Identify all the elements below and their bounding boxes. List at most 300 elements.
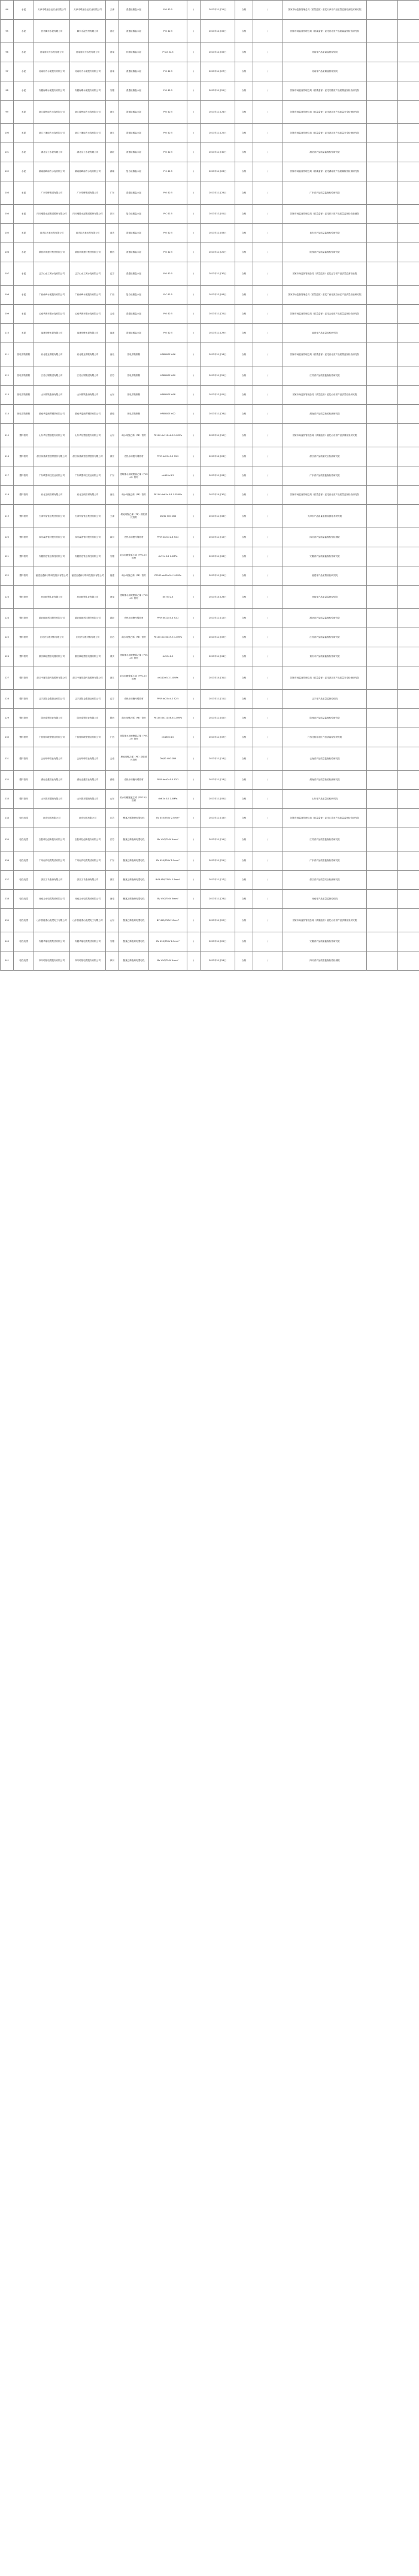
cell-date: 2023年11月22日	[201, 305, 235, 324]
cell-index: 118	[1, 486, 14, 505]
cell-note	[367, 586, 398, 609]
cell-manufacturer: 河南省同力水泥有限公司	[70, 43, 106, 62]
table-row	[1, 305, 419, 324]
cell-province: 安徽	[106, 932, 119, 951]
cell-failed-items: /	[253, 566, 283, 586]
cell-category: 水泥	[14, 162, 34, 181]
cell-inspection-agency: 河南省产品质量监督检验院	[283, 586, 367, 609]
table-row	[1, 790, 419, 809]
cell-sampled-unit: 广东塔牌集团有限公司	[34, 181, 70, 205]
cell-index: 128	[1, 690, 14, 709]
cell-note	[367, 951, 398, 971]
cell-brand: /	[187, 101, 201, 124]
cell-manufacturer: 山东华信塑胶股份有限公司	[70, 424, 106, 447]
table-row	[1, 101, 419, 124]
cell-category: 水泥	[14, 43, 34, 62]
cell-province: 浙江	[106, 447, 119, 466]
cell-category: 塑料管材	[14, 586, 34, 609]
cell-index: 96	[1, 43, 14, 62]
cell-manufacturer: 浙江湖州南方水泥有限公司	[70, 101, 106, 124]
cell-result: 合格	[235, 851, 253, 871]
cell-product-name: 聚氯乙烯绝缘电缆电线	[119, 909, 149, 932]
cell-sampled-unit: 宝胜科技创新股份有限公司	[34, 828, 70, 851]
cell-category: 水泥	[14, 124, 34, 143]
cell-inspection-agency: 国家市场监督管理总局（质量监督）委托四川省产品质量监督检验检测院	[283, 205, 367, 224]
table-row	[1, 666, 419, 690]
cell-inspection-agency: 河南省产品质量监督检验院	[283, 62, 367, 81]
cell-product-name: 给水用硬聚氯乙烯（PVC-U）管材	[119, 547, 149, 566]
cell-remark	[398, 243, 419, 262]
cell-province: 广东	[106, 181, 119, 205]
cell-manufacturer: 宝胜科技创新股份有限公司	[70, 828, 106, 851]
cell-index: 133	[1, 790, 14, 809]
cell-spec: P·O 42.5	[149, 324, 187, 343]
cell-sampled-unit: 河南省同力水泥有限公司	[34, 43, 70, 62]
cell-result: 合格	[235, 809, 253, 828]
table-row	[1, 747, 419, 771]
cell-product-name: 普通硅酸盐水泥	[119, 101, 149, 124]
cell-inspection-agency: 浙江省产品质量安全检测研究院	[283, 871, 367, 890]
cell-failed-items: /	[253, 486, 283, 505]
table-row	[1, 851, 419, 871]
cell-index: 123	[1, 586, 14, 609]
cell-remark	[398, 81, 419, 101]
cell-category: 水泥	[14, 324, 34, 343]
cell-province: 河北	[106, 343, 119, 366]
cell-province: 浙江	[106, 124, 119, 143]
cell-note	[367, 286, 398, 305]
cell-date: 2023年11月11日	[201, 690, 235, 709]
table-row	[1, 871, 419, 890]
cell-sampled-unit: 河北宝硕管材有限公司	[34, 486, 70, 505]
cell-inspection-agency: 山东省产品质量检验研究院	[283, 790, 367, 809]
cell-inspection-agency: 陕西省产品质量监督检验研究院	[283, 243, 367, 262]
cell-remark	[398, 224, 419, 243]
cell-index: 113	[1, 386, 14, 405]
cell-brand: /	[187, 747, 201, 771]
cell-spec: P·O 42.5	[149, 181, 187, 205]
cell-result: 合格	[235, 790, 253, 809]
cell-index: 97	[1, 62, 14, 81]
cell-inspection-agency: 国家市场监督管理总局（质量监督）委托山东省产品质量检验研究院	[283, 386, 367, 405]
cell-spec: PP-R dn25×3.5 S3.2	[149, 447, 187, 466]
cell-sampled-unit: 陕西泰塑管业有限公司	[34, 709, 70, 728]
cell-sampled-unit: 江苏法尔胜材料有限公司	[34, 628, 70, 647]
cell-category: 水泥	[14, 62, 34, 81]
cell-manufacturer: 福建塔牌水泥有限公司	[70, 324, 106, 343]
table-row	[1, 547, 419, 566]
cell-product-name: 普通硅酸盐水泥	[119, 62, 149, 81]
cell-date: 2023年11月07日	[201, 728, 235, 747]
cell-sampled-unit: 河南同力水泥股份有限公司	[34, 62, 70, 81]
cell-manufacturer: 安徽国登管业科技有限公司	[70, 547, 106, 566]
cell-note	[367, 62, 398, 81]
cell-brand: /	[187, 709, 201, 728]
cell-result: 合格	[235, 81, 253, 101]
cell-category: 塑料管材	[14, 790, 34, 809]
cell-result: 合格	[235, 951, 253, 971]
cell-product-name: 普通硅酸盐水泥	[119, 124, 149, 143]
cell-remark	[398, 305, 419, 324]
cell-date: 2023年11月22日	[201, 124, 235, 143]
cell-date: 2023年11月21日	[201, 1, 235, 20]
cell-index: 137	[1, 871, 14, 890]
cell-sampled-unit: 广州南洋电缆集团有限公司	[34, 851, 70, 871]
cell-brand: /	[187, 386, 201, 405]
cell-spec: dn50×2.0	[149, 647, 187, 666]
cell-result: 合格	[235, 609, 253, 628]
cell-category: 热轧带肋钢筋	[14, 343, 34, 366]
cell-category: 电线电缆	[14, 828, 34, 851]
cell-inspection-agency: 安徽省产品质量监督检验研究院	[283, 547, 367, 566]
cell-sampled-unit: 四川峨胜水泥集团股份有限公司	[34, 205, 70, 224]
cell-failed-items: /	[253, 951, 283, 971]
cell-spec: P·C 42.5	[149, 162, 187, 181]
cell-manufacturer: 辽宁沈阳金鑫管业有限公司	[70, 690, 106, 709]
cell-sampled-unit: 安徽华能电缆集团有限公司	[34, 932, 70, 951]
cell-manufacturer: 山东鲁能泰山电缆电工有限公司	[70, 909, 106, 932]
cell-date: 2023年10月26日	[201, 447, 235, 466]
cell-failed-items: /	[253, 162, 283, 181]
cell-note	[367, 547, 398, 566]
cell-note	[367, 405, 398, 424]
cell-index: 95	[1, 20, 14, 43]
cell-date: 2023年11月16日	[201, 809, 235, 828]
cell-failed-items: /	[253, 909, 283, 932]
cell-failed-items: /	[253, 101, 283, 124]
cell-category: 电线电缆	[14, 871, 34, 890]
cell-result: 合格	[235, 771, 253, 790]
cell-date: 2023年11月09日	[201, 628, 235, 647]
cell-spec: PE100 dn90×5.4 1.0MPa	[149, 566, 187, 586]
cell-manufacturer: 广州南洋电缆集团有限公司	[70, 851, 106, 871]
cell-result: 合格	[235, 243, 253, 262]
cell-manufacturer: 江苏沙钢集团有限公司	[70, 366, 106, 386]
cell-result: 合格	[235, 305, 253, 324]
cell-date: 2023年11月23日	[201, 890, 235, 909]
cell-product-name: 给水用聚乙烯（PE）管材	[119, 628, 149, 647]
cell-index: 141	[1, 951, 14, 971]
cell-province: 河南	[106, 890, 119, 909]
cell-spec: HRB400E Φ22	[149, 405, 187, 424]
cell-product-name: 普通硅酸盐水泥	[119, 243, 149, 262]
cell-product-name: 普通硅酸盐水泥	[119, 20, 149, 43]
cell-brand: /	[187, 547, 201, 566]
cell-spec: P·C 42.5	[149, 205, 187, 224]
cell-province: 山东	[106, 909, 119, 932]
cell-result: 合格	[235, 224, 253, 243]
table-row	[1, 466, 419, 486]
inspection-results-table	[0, 0, 419, 971]
cell-index: 103	[1, 181, 14, 205]
cell-result: 合格	[235, 1, 253, 20]
table-row	[1, 647, 419, 666]
cell-province: 湖南	[106, 162, 119, 181]
cell-note	[367, 709, 398, 728]
cell-remark	[398, 809, 419, 828]
cell-index: 129	[1, 709, 14, 728]
cell-result: 合格	[235, 181, 253, 205]
cell-manufacturer: 湖北京兰水泥有限公司	[70, 143, 106, 162]
cell-brand: /	[187, 666, 201, 690]
cell-remark	[398, 771, 419, 790]
cell-brand: /	[187, 205, 201, 224]
cell-spec: P·O 42.5	[149, 262, 187, 286]
cell-brand: /	[187, 628, 201, 647]
cell-remark	[398, 747, 419, 771]
cell-product-name: 普通硅酸盐水泥	[119, 1, 149, 20]
cell-index: 122	[1, 566, 14, 586]
cell-sampled-unit: 辽宁沈阳金鑫管业有限公司	[34, 690, 70, 709]
cell-category: 塑料管材	[14, 728, 34, 747]
cell-sampled-unit: 云南华坤管业有限公司	[34, 747, 70, 771]
cell-inspection-agency: 国家市场监督管理总局（质量监督）委托广西壮族自治区产品质量检验研究院	[283, 286, 367, 305]
cell-note	[367, 1, 398, 20]
cell-index: 114	[1, 405, 14, 424]
cell-note	[367, 143, 398, 162]
cell-inspection-agency: 国家市场监督管理总局（质量监督）委托浙江省产品质量安全检测研究院	[283, 124, 367, 143]
cell-index: 132	[1, 771, 14, 790]
cell-manufacturer: 四川明星电缆股份有限公司	[70, 951, 106, 971]
cell-result: 合格	[235, 143, 253, 162]
cell-note	[367, 262, 398, 286]
table-row	[1, 728, 419, 747]
cell-index: 102	[1, 162, 14, 181]
cell-date: 2023年12月08日	[201, 224, 235, 243]
cell-spec: DN/ID 400 SN8	[149, 747, 187, 771]
cell-brand: /	[187, 20, 201, 43]
cell-province: 重庆	[106, 224, 119, 243]
cell-product-name: 普通硅酸盐水泥	[119, 143, 149, 162]
cell-result: 合格	[235, 647, 253, 666]
cell-spec: PP-R dn32×4.4 S3.2	[149, 609, 187, 628]
cell-failed-items: /	[253, 809, 283, 828]
table-row	[1, 771, 419, 790]
cell-note	[367, 343, 398, 366]
table-row	[1, 528, 419, 547]
cell-brand: /	[187, 505, 201, 528]
cell-sampled-unit: 安徽国登管业科技有限公司	[34, 547, 70, 566]
cell-province: 四川	[106, 205, 119, 224]
cell-spec: P·O 42.5	[149, 243, 187, 262]
cell-province: 河南	[106, 43, 119, 62]
cell-remark	[398, 690, 419, 709]
cell-category: 塑料管材	[14, 609, 34, 628]
cell-date: 2023年11月19日	[201, 828, 235, 851]
cell-brand: /	[187, 909, 201, 932]
cell-failed-items: /	[253, 466, 283, 486]
cell-index: 104	[1, 205, 14, 224]
cell-remark	[398, 424, 419, 447]
cell-note	[367, 505, 398, 528]
cell-category: 电线电缆	[14, 809, 34, 828]
cell-province: 山东	[106, 386, 119, 405]
cell-sampled-unit: 山东华信塑胶股份有限公司	[34, 424, 70, 447]
cell-inspection-agency: 国家市场监督管理总局（质量监督）委托山东省产品质量检验研究院	[283, 909, 367, 932]
cell-sampled-unit: 广东联塑科技实业有限公司	[34, 466, 70, 486]
cell-index: 121	[1, 547, 14, 566]
cell-sampled-unit: 福建塔牌水泥有限公司	[34, 324, 70, 343]
cell-remark	[398, 586, 419, 609]
cell-date: 2023年11月30日	[201, 143, 235, 162]
cell-sampled-unit: 辽宁山水工源水泥有限公司	[34, 262, 70, 286]
cell-category: 水泥	[14, 305, 34, 324]
cell-note	[367, 609, 398, 628]
cell-result: 合格	[235, 690, 253, 709]
cell-inspection-agency: 广东省产品质量监督检验研究院	[283, 466, 367, 486]
cell-brand: /	[187, 43, 201, 62]
cell-remark	[398, 386, 419, 405]
cell-brand: /	[187, 851, 201, 871]
cell-brand: /	[187, 728, 201, 747]
cell-sampled-unit: 广西鱼峰水泥股份有限公司	[34, 286, 70, 305]
cell-sampled-unit: 江苏沙钢集团有限公司	[34, 366, 70, 386]
cell-spec: DN/ID 300 SN8	[149, 505, 187, 528]
cell-date: 2023年11月18日	[201, 343, 235, 366]
table-row	[1, 609, 419, 628]
cell-sampled-unit: 湖北顾地科技股份有限公司	[34, 609, 70, 628]
cell-category: 水泥	[14, 101, 34, 124]
cell-province: 云南	[106, 747, 119, 771]
cell-category: 塑料管材	[14, 628, 34, 647]
cell-product-name: 冷热水用聚丙烯管材	[119, 609, 149, 628]
cell-manufacturer: 重庆拉法基水泥有限公司	[70, 224, 106, 243]
cell-date: 2023年11月27日	[201, 62, 235, 81]
cell-manufacturer: 四川森普管材股份有限公司	[70, 528, 106, 547]
cell-sampled-unit: 山东胜邦塑胶有限公司	[34, 790, 70, 809]
cell-index: 124	[1, 609, 14, 628]
cell-category: 塑料管材	[14, 424, 34, 447]
cell-category: 热轧带肋钢筋	[14, 405, 34, 424]
cell-sampled-unit: 浙江湖州南方水泥有限公司	[34, 101, 70, 124]
cell-manufacturer: 湖南韶峰南方水泥有限公司	[70, 162, 106, 181]
cell-spec: dn110×5.3 1.0MPa	[149, 666, 187, 690]
cell-inspection-agency: 国家市场监督管理总局（质量监督）委托湖南省产品质量检验检测研究院	[283, 162, 367, 181]
cell-spec: dn160×4.0	[149, 728, 187, 747]
cell-brand: /	[187, 1, 201, 20]
cell-manufacturer: 云南华新东骏水泥有限公司	[70, 305, 106, 324]
cell-product-name: 建筑排水用硬聚氯乙烯（PVC-U）管材	[119, 586, 149, 609]
cell-spec: HRB400E Φ20	[149, 366, 187, 386]
cell-province: 陕西	[106, 243, 119, 262]
table-row	[1, 343, 419, 366]
cell-province: 福建	[106, 324, 119, 343]
cell-index: 107	[1, 262, 14, 286]
cell-remark	[398, 828, 419, 851]
table-row	[1, 586, 419, 609]
cell-inspection-agency: 四川省产品质量监督检验检测院	[283, 528, 367, 547]
cell-product-name: 聚氯乙烯绝缘电缆电线	[119, 951, 149, 971]
cell-failed-items: /	[253, 262, 283, 286]
cell-result: 合格	[235, 386, 253, 405]
cell-failed-items: /	[253, 728, 283, 747]
cell-result: 合格	[235, 890, 253, 909]
cell-brand: /	[187, 466, 201, 486]
cell-category: 热轧带肋钢筋	[14, 366, 34, 386]
cell-category: 塑料管材	[14, 690, 34, 709]
cell-spec: HRB400E Φ18	[149, 386, 187, 405]
cell-result: 合格	[235, 162, 253, 181]
cell-manufacturer: 天津市联谊乐达实业有限公司	[70, 1, 106, 20]
cell-date: 2023年11月28日	[201, 162, 235, 181]
cell-manufacturer: 浙江中财管道科技股份有限公司	[70, 666, 106, 690]
cell-brand: /	[187, 62, 201, 81]
cell-remark	[398, 124, 419, 143]
cell-inspection-agency: 广西壮族自治区产品质量检验研究院	[283, 728, 367, 747]
cell-date: 2023年12月06日	[201, 286, 235, 305]
cell-failed-items: /	[253, 890, 283, 909]
cell-inspection-agency: 国家市场监督管理总局（质量监督）委托河北省产品质量监督检验研究院	[283, 343, 367, 366]
cell-index: 136	[1, 851, 14, 871]
cell-note	[367, 528, 398, 547]
cell-sampled-unit: 浙江三狮南方水泥有限公司	[34, 124, 70, 143]
cell-note	[367, 790, 398, 809]
cell-remark	[398, 566, 419, 586]
cell-inspection-agency: 国家市场监督管理总局（质量监督）委托河北省产品质量监督检验研究院	[283, 486, 367, 505]
cell-remark	[398, 181, 419, 205]
cell-sampled-unit: 晋州冀东水泥有限公司	[34, 20, 70, 43]
cell-spec: PE100 dn63×3.8 1.25MPa	[149, 486, 187, 505]
cell-note	[367, 932, 398, 951]
cell-brand: /	[187, 828, 201, 851]
cell-sampled-unit: 山东鲁能泰山电缆电工有限公司	[34, 909, 70, 932]
table-row	[1, 43, 419, 62]
table-row	[1, 424, 419, 447]
cell-remark	[398, 728, 419, 747]
cell-remark	[398, 505, 419, 528]
cell-product-name: 建筑排水用硬聚氯乙烯（PVC-U）管材	[119, 728, 149, 747]
table-row	[1, 909, 419, 932]
cell-date: 2023年11月28日	[201, 405, 235, 424]
cell-remark	[398, 286, 419, 305]
cell-province: 河南	[106, 62, 119, 81]
table-row	[1, 505, 419, 528]
cell-remark	[398, 43, 419, 62]
table-row	[1, 405, 419, 424]
cell-inspection-agency: 国家市场监督管理总局（质量监督）委托天津市产品质量监督检测技术研究院	[283, 1, 367, 20]
cell-failed-items: /	[253, 932, 283, 951]
cell-brand: /	[187, 243, 201, 262]
table-row	[1, 932, 419, 951]
cell-failed-items: /	[253, 586, 283, 609]
cell-date: 2023年11月04日	[201, 647, 235, 666]
cell-result: 合格	[235, 505, 253, 528]
table-row	[1, 386, 419, 405]
cell-failed-items: /	[253, 20, 283, 43]
cell-brand: /	[187, 447, 201, 466]
cell-product-name: 普通硅酸盐水泥	[119, 181, 149, 205]
cell-remark	[398, 62, 419, 81]
cell-failed-items: /	[253, 286, 283, 305]
cell-brand: /	[187, 181, 201, 205]
cell-date: 2023年11月15日	[201, 528, 235, 547]
cell-province: 河南	[106, 586, 119, 609]
table-body	[1, 1, 419, 971]
cell-sampled-unit: 重庆拉法基水泥有限公司	[34, 224, 70, 243]
table-row	[1, 81, 419, 101]
cell-remark	[398, 143, 419, 162]
cell-manufacturer: 安徽华能电缆集团有限公司	[70, 932, 106, 951]
cell-province: 广东	[106, 466, 119, 486]
table-row	[1, 205, 419, 224]
cell-failed-items: /	[253, 1, 283, 20]
cell-manufacturer: 广西桂林联塑管业有限公司	[70, 728, 106, 747]
cell-spec: P·O 42.5	[149, 62, 187, 81]
cell-result: 合格	[235, 101, 253, 124]
cell-failed-items: /	[253, 143, 283, 162]
cell-remark	[398, 628, 419, 647]
cell-date: 2023年11月17日	[201, 871, 235, 890]
